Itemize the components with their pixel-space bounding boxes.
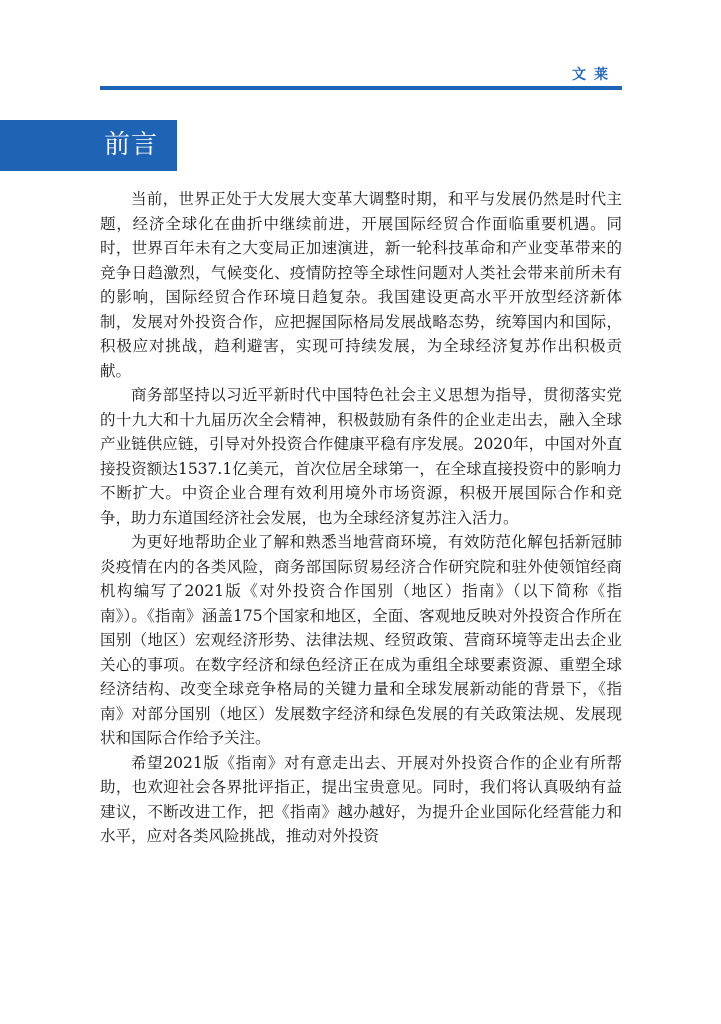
paragraph-1: 当前，世界正处于大发展大变革大调整时期，和平与发展仍然是时代主题，经济全球化在曲折中继续前进，开展国际经贸合作面临重要机遇。同时，世界百年未有之大变局正加速演进，新一轮科技革命和产业变革带来的竞争日趋激烈，气候变化、疫情防控等全球性问题对人类社会带来前所未有的影响，国际经贸合作环境日趋复杂。我国建设更高水平开放型经济新体制，发展对外投资合作，应把握国际格局发展战略态势，统筹国内和国际，积极应对挑战，趋利避害，实现可持续发展，为全球经济复苏作出积极贡献。: [100, 190, 622, 380]
paragraph-2: 商务部坚持以习近平新时代中国特色社会主义思想为指导，贯彻落实党的十九大和十九届历次全会精神，积极鼓励有条件的企业走出去，融入全球产业链供应链，引导对外投资合作健康平稳有序发展。2020年，中国对外直接投资额达1537.1亿美元，首次位居全球第一，在全球直接投资中的影响力不断扩大。中资企业合理有效利用境外市场资源，积极开展国际合作和竞争，助力东道国经济社会发展，也为全球经济复苏注入活力。: [100, 386, 622, 527]
header-rule: [100, 86, 622, 90]
paragraph-4: 希望2021版《指南》对有意走出去、开展对外投资合作的企业有所帮助，也欢迎社会各界批评指正，提出宝贵意见。同时，我们将认真吸纳有益建议，不断改进工作，把《指南》越办越好，为提升企业国际化经营能力和水平，应对各类风险挑战，推动对外投资: [100, 753, 622, 845]
section-title: 前言: [104, 130, 159, 160]
running-head: 文莱: [572, 67, 616, 83]
body-text: [100, 187, 622, 849]
paragraph-3: 为更好地帮助企业了解和熟悉当地营商环境，有效防范化解包括新冠肺炎疫情在内的各类风险，商务部国际贸易经济合作研究院和驻外使领馆经商机构编写了2021版《对外投资合作国别（地区）指南》（以下简称《指南》）。《指南》涵盖175个国家和地区，全面、客观地反映对外投资合作所在国别（地区）宏观经济形势、法律法规、经贸政策、营商环境等走出去企业关心的事项。在数字经济和绿色经济正在成为重组全球要素资源、重塑全球经济结构、改变全球竞争格局的关键力量和全球发展新动能的背景下，《指南》对部分国别（地区）发展数字经济和绿色发展的有关政策法规、发展现状和国际合作给予关注。: [100, 533, 622, 747]
